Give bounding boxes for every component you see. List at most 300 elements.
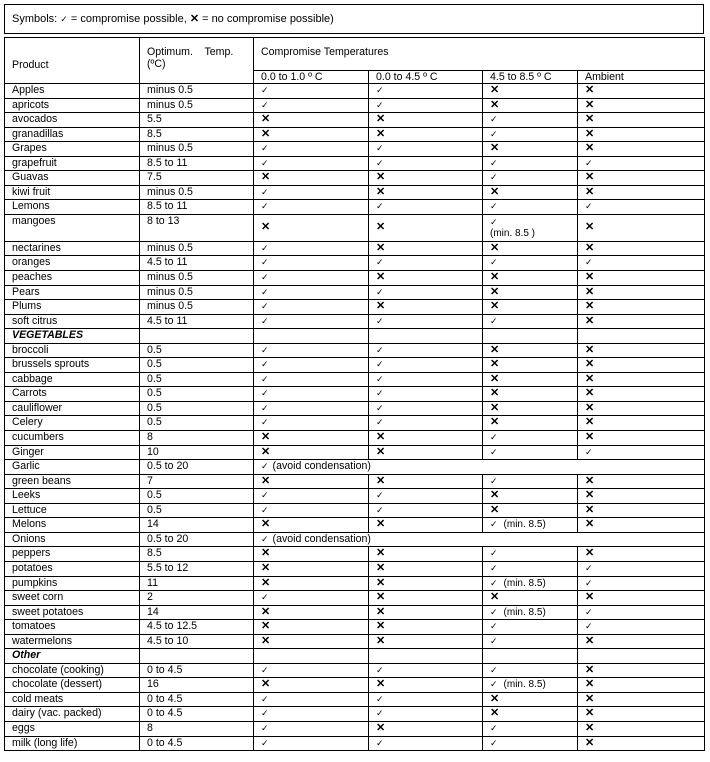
table-row bbox=[5, 271, 705, 286]
check-icon: ✓ bbox=[490, 577, 498, 588]
compromise-cell bbox=[483, 98, 578, 113]
compromise-cell bbox=[254, 241, 369, 256]
cross-icon: ✕ bbox=[376, 678, 386, 691]
cross-icon: ✕ bbox=[376, 431, 386, 444]
product-name: eggs bbox=[5, 721, 140, 736]
cross-icon: ✕ bbox=[585, 241, 595, 254]
check-icon: ✓ bbox=[261, 417, 269, 428]
compromise-cell bbox=[483, 241, 578, 256]
compromise-cell bbox=[369, 142, 483, 157]
table-row bbox=[5, 736, 705, 751]
compromise-cell bbox=[578, 156, 705, 171]
cross-icon: ✕ bbox=[585, 314, 595, 327]
compromise-cell bbox=[483, 401, 578, 416]
compromise-cell bbox=[369, 387, 483, 402]
empty-cell bbox=[578, 649, 705, 664]
compromise-cell bbox=[254, 445, 369, 460]
header-optimum-unit: (ºC) bbox=[147, 58, 166, 70]
compromise-cell bbox=[369, 314, 483, 329]
compromise-cell bbox=[483, 634, 578, 649]
table-row bbox=[5, 285, 705, 300]
check-icon: ✓ bbox=[376, 373, 384, 384]
optimum-temp: 0.5 bbox=[140, 503, 254, 518]
compromise-cell bbox=[254, 171, 369, 186]
optimum-temp: 16 bbox=[140, 678, 254, 693]
compromise-cell bbox=[578, 98, 705, 113]
check-icon: ✓ bbox=[261, 388, 269, 399]
check-icon: ✓ bbox=[376, 693, 384, 704]
compromise-cell bbox=[483, 474, 578, 489]
cross-icon: ✕ bbox=[376, 474, 386, 487]
compromise-cell bbox=[578, 271, 705, 286]
compromise-cell bbox=[254, 127, 369, 142]
check-icon: ✓ bbox=[376, 201, 384, 212]
optimum-temp: 4.5 to 11 bbox=[140, 256, 254, 271]
compromise-cell bbox=[254, 285, 369, 300]
compromise-cell bbox=[369, 271, 483, 286]
product-name: nectarines bbox=[5, 241, 140, 256]
cross-icon: ✕ bbox=[490, 387, 500, 400]
check-icon: ✓ bbox=[585, 446, 593, 457]
cross-icon: ✕ bbox=[376, 605, 386, 618]
check-icon: ✓ bbox=[261, 402, 269, 413]
optimum-temp: 0.5 bbox=[140, 387, 254, 402]
cross-icon: ✕ bbox=[490, 142, 500, 155]
header-range-4: Ambient bbox=[578, 71, 705, 84]
compromise-cell bbox=[254, 185, 369, 200]
product-name: cold meats bbox=[5, 692, 140, 707]
cross-icon: ✕ bbox=[261, 576, 271, 589]
compromise-cell bbox=[369, 518, 483, 533]
product-name: peaches bbox=[5, 271, 140, 286]
compromise-cell bbox=[254, 200, 369, 215]
compromise-cell bbox=[254, 576, 369, 591]
cross-icon: ✕ bbox=[490, 285, 500, 298]
legend-check-text: = compromise possible, bbox=[67, 13, 190, 25]
compromise-cell bbox=[369, 721, 483, 736]
optimum-temp: 11 bbox=[140, 576, 254, 591]
cross-icon: ✕ bbox=[585, 663, 595, 676]
check-icon: ✓ bbox=[261, 143, 269, 154]
header-range-3: 4.5 to 8.5 º C bbox=[483, 71, 578, 84]
cross-icon: ✕ bbox=[585, 343, 595, 356]
cross-icon: ✕ bbox=[585, 692, 595, 705]
cross-icon: ✕ bbox=[585, 98, 595, 111]
optimum-temp: 0 to 4.5 bbox=[140, 736, 254, 751]
optimum-temp: 0 to 4.5 bbox=[140, 707, 254, 722]
compromise-cell bbox=[483, 200, 578, 215]
product-name: potatoes bbox=[5, 561, 140, 576]
check-icon: ✓ bbox=[376, 99, 384, 110]
check-icon: ✓ bbox=[261, 301, 269, 312]
product-name: sweet corn bbox=[5, 591, 140, 606]
compromise-cell bbox=[483, 84, 578, 99]
condensation-note: (avoid condensation) bbox=[272, 460, 371, 473]
table-row bbox=[5, 707, 705, 722]
empty-cell bbox=[578, 329, 705, 344]
compromise-cell bbox=[483, 605, 578, 620]
compromise-cell bbox=[254, 113, 369, 128]
check-icon: ✓ bbox=[490, 635, 498, 646]
cross-icon: ✕ bbox=[376, 445, 386, 458]
cross-icon: ✕ bbox=[376, 127, 386, 140]
min-temp-note: (min. 8.5) bbox=[503, 606, 546, 618]
compromise-cell bbox=[369, 663, 483, 678]
compromise-cell bbox=[483, 416, 578, 431]
cross-icon: ✕ bbox=[490, 401, 500, 414]
compromise-cell bbox=[254, 84, 369, 99]
cross-icon: ✕ bbox=[261, 113, 271, 126]
compromise-cell bbox=[369, 214, 483, 241]
cross-icon: ✕ bbox=[585, 634, 595, 647]
table-row bbox=[5, 142, 705, 157]
cross-icon: ✕ bbox=[585, 185, 595, 198]
compromise-cell bbox=[254, 736, 369, 751]
compromise-cell bbox=[369, 431, 483, 446]
product-name: Grapes bbox=[5, 142, 140, 157]
product-name: pumpkins bbox=[5, 576, 140, 591]
compromise-cell bbox=[254, 214, 369, 241]
product-name: Lemons bbox=[5, 200, 140, 215]
check-icon: ✓ bbox=[261, 461, 269, 472]
compromise-cell bbox=[254, 474, 369, 489]
check-icon: ✓ bbox=[490, 216, 498, 227]
compromise-cell bbox=[369, 401, 483, 416]
cross-icon: ✕ bbox=[490, 591, 500, 604]
compromise-cell bbox=[483, 692, 578, 707]
check-icon: ✓ bbox=[376, 402, 384, 413]
cross-icon: ✕ bbox=[376, 271, 386, 284]
cross-icon: ✕ bbox=[585, 113, 595, 126]
compromise-cell bbox=[578, 605, 705, 620]
cross-icon: ✕ bbox=[585, 220, 595, 233]
table-row bbox=[5, 343, 705, 358]
optimum-temp: 7 bbox=[140, 474, 254, 489]
check-icon: ✓ bbox=[585, 621, 593, 632]
table-row bbox=[5, 445, 705, 460]
product-name: Garlic bbox=[5, 460, 140, 475]
compromise-cell bbox=[578, 634, 705, 649]
optimum-temp: minus 0.5 bbox=[140, 84, 254, 99]
table-row bbox=[5, 387, 705, 402]
product-name: Melons bbox=[5, 518, 140, 533]
check-icon: ✓ bbox=[585, 562, 593, 573]
check-icon: ✓ bbox=[490, 737, 498, 748]
table-row bbox=[5, 171, 705, 186]
check-icon: ✓ bbox=[376, 737, 384, 748]
product-name: grapefruit bbox=[5, 156, 140, 171]
table-row bbox=[5, 503, 705, 518]
compromise-cell bbox=[369, 416, 483, 431]
legend-prefix: Symbols: bbox=[12, 13, 61, 25]
check-icon: ✓ bbox=[261, 708, 269, 719]
optimum-temp: minus 0.5 bbox=[140, 300, 254, 315]
check-icon: ✓ bbox=[490, 562, 498, 573]
compromise-cell bbox=[254, 271, 369, 286]
compromise-cell bbox=[483, 300, 578, 315]
compromise-cell bbox=[254, 605, 369, 620]
legend bbox=[4, 4, 704, 34]
cross-icon: ✕ bbox=[585, 300, 595, 313]
cross-icon: ✕ bbox=[585, 387, 595, 400]
cross-icon: ✕ bbox=[376, 634, 386, 647]
optimum-temp: 2 bbox=[140, 591, 254, 606]
header-optimum-label: Optimum. Temp. bbox=[147, 46, 234, 58]
compromise-cell bbox=[369, 372, 483, 387]
check-icon: ✓ bbox=[261, 664, 269, 675]
check-icon: ✓ bbox=[261, 315, 269, 326]
compromise-cell bbox=[369, 503, 483, 518]
optimum-temp: 0 to 4.5 bbox=[140, 692, 254, 707]
cross-icon: ✕ bbox=[261, 620, 271, 633]
compromise-cell bbox=[369, 474, 483, 489]
compromise-cell bbox=[254, 518, 369, 533]
empty-cell bbox=[369, 649, 483, 664]
compromise-cell bbox=[369, 692, 483, 707]
cross-icon: ✕ bbox=[261, 605, 271, 618]
optimum-temp: 0.5 bbox=[140, 343, 254, 358]
cross-icon: ✕ bbox=[261, 634, 271, 647]
product-name: Guavas bbox=[5, 171, 140, 186]
empty-cell bbox=[369, 329, 483, 344]
optimum-temp: 0.5 bbox=[140, 358, 254, 373]
cross-icon: ✕ bbox=[490, 416, 500, 429]
cross-icon: ✕ bbox=[585, 127, 595, 140]
cross-icon: ✕ bbox=[490, 241, 500, 254]
check-icon: ✓ bbox=[376, 286, 384, 297]
check-icon: ✓ bbox=[490, 519, 498, 530]
compromise-cell bbox=[578, 445, 705, 460]
cross-icon: ✕ bbox=[585, 503, 595, 516]
compromise-cell bbox=[578, 591, 705, 606]
compromise-cell bbox=[369, 634, 483, 649]
compromise-cell bbox=[578, 474, 705, 489]
optimum-temp: minus 0.5 bbox=[140, 98, 254, 113]
compromise-cell bbox=[369, 98, 483, 113]
product-name: peppers bbox=[5, 547, 140, 562]
cross-icon: ✕ bbox=[189, 13, 200, 25]
table-row bbox=[5, 314, 705, 329]
table-row bbox=[5, 663, 705, 678]
compromise-cell bbox=[369, 171, 483, 186]
table-row bbox=[5, 474, 705, 489]
table-row bbox=[5, 692, 705, 707]
check-icon: ✓ bbox=[261, 286, 269, 297]
table-row bbox=[5, 84, 705, 99]
compromise-cell bbox=[369, 561, 483, 576]
cross-icon: ✕ bbox=[261, 220, 271, 233]
compromise-cell bbox=[578, 185, 705, 200]
check-icon: ✓ bbox=[490, 606, 498, 617]
check-icon: ✓ bbox=[490, 664, 498, 675]
compromise-cell bbox=[483, 185, 578, 200]
compromise-cell bbox=[578, 576, 705, 591]
table-row bbox=[5, 591, 705, 606]
check-icon: ✓ bbox=[490, 315, 498, 326]
compromise-cell bbox=[254, 314, 369, 329]
check-icon: ✓ bbox=[261, 85, 269, 95]
optimum-temp: 14 bbox=[140, 605, 254, 620]
compromise-cell bbox=[483, 489, 578, 504]
cross-icon: ✕ bbox=[585, 678, 595, 691]
compromise-cell bbox=[254, 692, 369, 707]
compromise-cell bbox=[578, 503, 705, 518]
compromise-cell bbox=[578, 241, 705, 256]
cross-icon: ✕ bbox=[490, 707, 500, 720]
compromise-cell bbox=[254, 591, 369, 606]
cross-icon: ✕ bbox=[490, 271, 500, 284]
empty-cell bbox=[254, 329, 369, 344]
product-name: Apples bbox=[5, 84, 140, 99]
cross-icon: ✕ bbox=[261, 518, 271, 531]
cross-icon: ✕ bbox=[490, 372, 500, 385]
compromise-cell bbox=[483, 142, 578, 157]
compromise-cell bbox=[369, 156, 483, 171]
cross-icon: ✕ bbox=[585, 84, 595, 96]
condensation-note: (avoid condensation) bbox=[272, 532, 371, 545]
compromise-cell bbox=[369, 736, 483, 751]
table-row bbox=[5, 127, 705, 142]
compromise-cell bbox=[254, 142, 369, 157]
cross-icon: ✕ bbox=[490, 343, 500, 356]
cross-icon: ✕ bbox=[585, 401, 595, 414]
check-icon: ✓ bbox=[585, 157, 593, 168]
compromise-cell bbox=[254, 387, 369, 402]
compromise-cell bbox=[369, 113, 483, 128]
product-name: avocados bbox=[5, 113, 140, 128]
optimum-temp: 14 bbox=[140, 518, 254, 533]
min-temp-note: (min. 8.5) bbox=[503, 679, 546, 691]
check-icon: ✓ bbox=[261, 737, 269, 748]
product-name: Plums bbox=[5, 300, 140, 315]
compromise-cell bbox=[578, 214, 705, 241]
product-name: oranges bbox=[5, 256, 140, 271]
check-icon: ✓ bbox=[261, 592, 269, 603]
section-row bbox=[5, 329, 705, 344]
compromise-cell bbox=[254, 358, 369, 373]
compromise-cell bbox=[578, 300, 705, 315]
check-icon: ✓ bbox=[261, 242, 269, 253]
compromise-cell bbox=[483, 503, 578, 518]
product-name: broccoli bbox=[5, 343, 140, 358]
compromise-cell bbox=[369, 591, 483, 606]
cross-icon: ✕ bbox=[585, 416, 595, 429]
optimum-temp: 8 bbox=[140, 431, 254, 446]
compromise-cell bbox=[578, 547, 705, 562]
compromise-cell bbox=[483, 721, 578, 736]
optimum-temp: 4.5 to 10 bbox=[140, 634, 254, 649]
check-icon: ✓ bbox=[490, 257, 498, 268]
cross-icon: ✕ bbox=[376, 300, 386, 313]
optimum-temp: 5.5 bbox=[140, 113, 254, 128]
optimum-temp: 0.5 bbox=[140, 401, 254, 416]
optimum-temp: 8.5 bbox=[140, 547, 254, 562]
product-name: cucumbers bbox=[5, 431, 140, 446]
cross-icon: ✕ bbox=[376, 220, 386, 233]
compromise-cell bbox=[578, 256, 705, 271]
section-label: VEGETABLES bbox=[5, 329, 140, 344]
check-icon: ✓ bbox=[490, 114, 498, 125]
compromise-cell bbox=[369, 241, 483, 256]
compromise-cell bbox=[254, 663, 369, 678]
min-temp-note: (min. 8.5) bbox=[503, 577, 546, 589]
check-icon: ✓ bbox=[490, 157, 498, 168]
table-row bbox=[5, 547, 705, 562]
compromise-cell bbox=[578, 343, 705, 358]
table-row bbox=[5, 576, 705, 591]
check-icon: ✓ bbox=[376, 504, 384, 515]
compromise-cell bbox=[483, 372, 578, 387]
check-icon: ✓ bbox=[376, 490, 384, 501]
cross-icon: ✕ bbox=[376, 547, 386, 560]
compromise-cell bbox=[483, 171, 578, 186]
cross-icon: ✕ bbox=[490, 98, 500, 111]
compromise-cell bbox=[254, 503, 369, 518]
compromise-cell bbox=[369, 605, 483, 620]
compromise-cell bbox=[578, 358, 705, 373]
table-row bbox=[5, 98, 705, 113]
optimum-temp bbox=[140, 649, 254, 664]
product-name: Carrots bbox=[5, 387, 140, 402]
section-label: Other bbox=[5, 649, 140, 664]
table-row bbox=[5, 489, 705, 504]
product-name: chocolate (cooking) bbox=[5, 663, 140, 678]
compromise-cell bbox=[369, 620, 483, 635]
cross-icon: ✕ bbox=[376, 591, 386, 604]
optimum-temp: 8.5 to 11 bbox=[140, 200, 254, 215]
cross-icon: ✕ bbox=[585, 285, 595, 298]
compromise-cell bbox=[254, 98, 369, 113]
check-icon: ✓ bbox=[261, 257, 269, 268]
compromise-cell bbox=[578, 721, 705, 736]
check-icon: ✓ bbox=[490, 201, 498, 212]
table-row bbox=[5, 241, 705, 256]
check-icon: ✓ bbox=[376, 388, 384, 399]
compromise-cell bbox=[254, 707, 369, 722]
compromise-cell bbox=[254, 678, 369, 693]
compromise-note-cell bbox=[254, 460, 705, 475]
product-name: dairy (vac. packed) bbox=[5, 707, 140, 722]
compromise-cell bbox=[578, 113, 705, 128]
table-row bbox=[5, 156, 705, 171]
compromise-cell bbox=[483, 156, 578, 171]
compromise-cell bbox=[483, 113, 578, 128]
cross-icon: ✕ bbox=[585, 358, 595, 371]
optimum-temp: 4.5 to 11 bbox=[140, 314, 254, 329]
cross-icon: ✕ bbox=[261, 678, 271, 691]
compromise-cell bbox=[483, 256, 578, 271]
product-name: Pears bbox=[5, 285, 140, 300]
cross-icon: ✕ bbox=[585, 518, 595, 531]
product-name: soft citrus bbox=[5, 314, 140, 329]
cross-icon: ✕ bbox=[585, 707, 595, 720]
check-icon: ✓ bbox=[585, 577, 593, 588]
optimum-temp: 0.5 bbox=[140, 416, 254, 431]
optimum-temp: 7.5 bbox=[140, 171, 254, 186]
cross-icon: ✕ bbox=[585, 547, 595, 560]
compromise-cell bbox=[254, 561, 369, 576]
empty-cell bbox=[254, 649, 369, 664]
cross-icon: ✕ bbox=[490, 185, 500, 198]
cross-icon: ✕ bbox=[585, 372, 595, 385]
product-name: watermelons bbox=[5, 634, 140, 649]
compromise-cell bbox=[254, 256, 369, 271]
cross-icon: ✕ bbox=[585, 721, 595, 734]
check-icon: ✓ bbox=[490, 446, 498, 457]
product-name: Lettuce bbox=[5, 503, 140, 518]
table-row bbox=[5, 200, 705, 215]
compromise-table bbox=[4, 37, 705, 751]
